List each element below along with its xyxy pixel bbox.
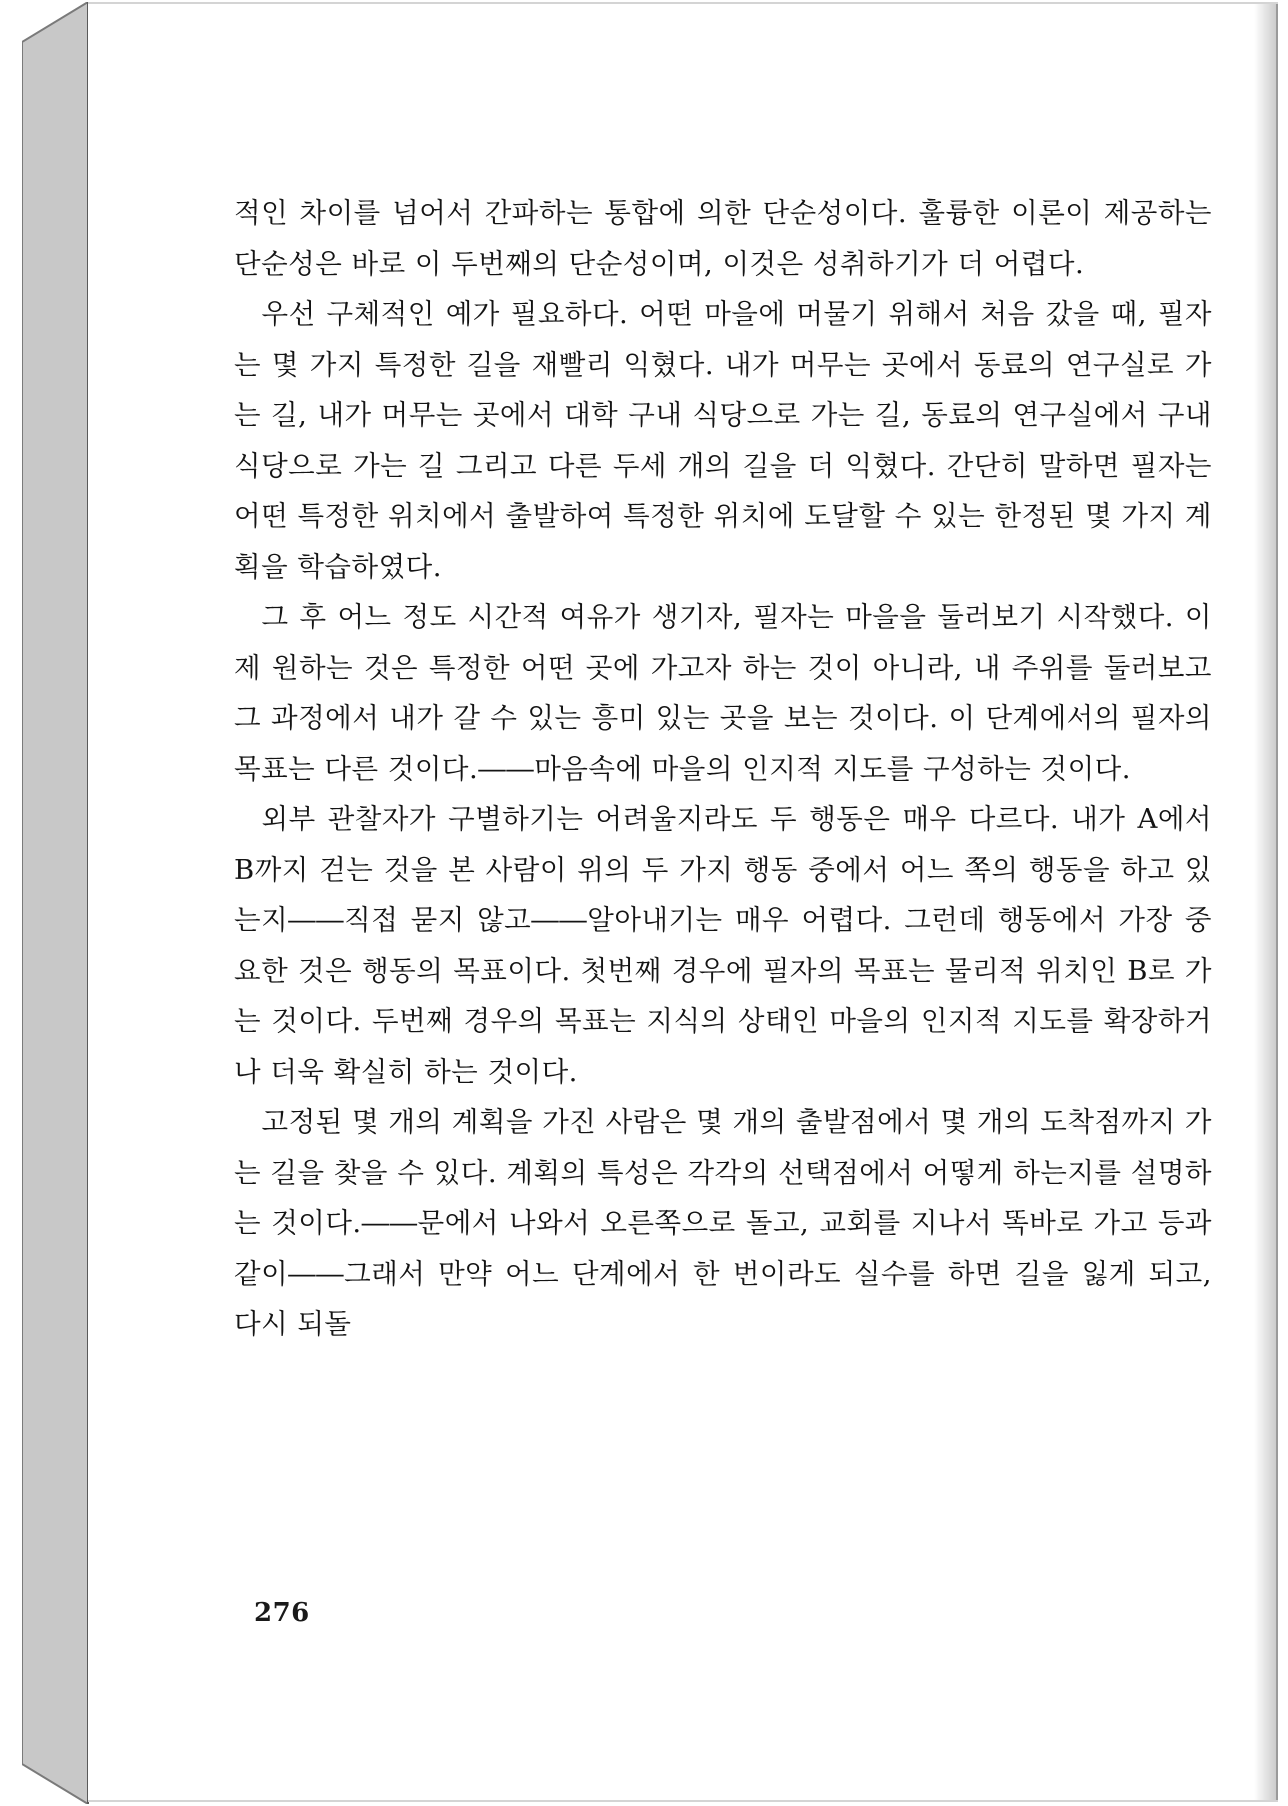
page-edge: [1276, 4, 1278, 1800]
book-page: [88, 2, 1278, 1802]
body-text: [234, 188, 1212, 1350]
book-spine-shape: [22, 2, 90, 1804]
paragraph: 적인 차이를 넘어서 간파하는 통합에 의한 단순성이다. 훌륭한 이론이 제공하는 단순성은 바로 이 두번째의 단순성이며, 이것은 성취하기가 더 어렵다.: [234, 197, 1212, 280]
page-edge-shadow: [1254, 4, 1278, 1800]
paragraph: 고정된 몇 개의 계획을 가진 사람은 몇 개의 출발점에서 몇 개의 도착점까지 가는 길을 찾을 수 있다. 계획의 특성은 각각의 선택점에서 어떻게 하는지를 설명하는 것이다.――문에서 나와서 오른쪽으로 돌고, 교회를 지나서 똑바로 가고 등과 같이――그래서 만약 어느 단계에서 한 번이라도 실수를 하면 길을 잃게 되고, 다시 되돌: [234, 1106, 1212, 1340]
paragraph: 우선 구체적인 예가 필요하다. 어떤 마을에 머물기 위해서 처음 갔을 때, 필자는 몇 가지 특정한 길을 재빨리 익혔다. 내가 머무는 곳에서 동료의 연구실로 가는 길, 내가 머무는 곳에서 대학 구내 식당으로 가는 길, 동료의 연구실에서 구내 식당으로 가는 길 그리고 다른 두세 개의 길을 더 익혔다. 간단히 말하면 필자는 어떤 특정한 위치에서 출발하여 특정한 위치에 도달할 수 있는 한정된 몇 가지 계획을 학습하였다.: [234, 298, 1212, 583]
paragraph: 그 후 어느 정도 시간적 여유가 생기자, 필자는 마을을 둘러보기 시작했다. 이제 원하는 것은 특정한 어떤 곳에 가고자 하는 것이 아니라, 내 주위를 둘러보고 그 과정에서 내가 갈 수 있는 흥미 있는 곳을 보는 것이다. 이 단계에서의 필자의 목표는 다른 것이다.――마음속에 마을의 인지적 지도를 구성하는 것이다.: [234, 601, 1212, 785]
page-number: 276: [254, 1598, 310, 1628]
paragraph: 외부 관찰자가 구별하기는 어려울지라도 두 행동은 매우 다르다. 내가 A에서 B까지 걷는 것을 본 사람이 위의 두 가지 행동 중에서 어느 쪽의 행동을 하고 있는지――직접 묻지 않고――알아내기는 매우 어렵다. 그런데 행동에서 가장 중요한 것은 행동의 목표이다. 첫번째 경우에 필자의 목표는 물리적 위치인 B로 가는 것이다. 두번째 경우의 목표는 지식의 상태인 마을의 인지적 지도를 확장하거나 더욱 확실히 하는 것이다.: [234, 803, 1212, 1088]
book-spine: [22, 2, 90, 1804]
